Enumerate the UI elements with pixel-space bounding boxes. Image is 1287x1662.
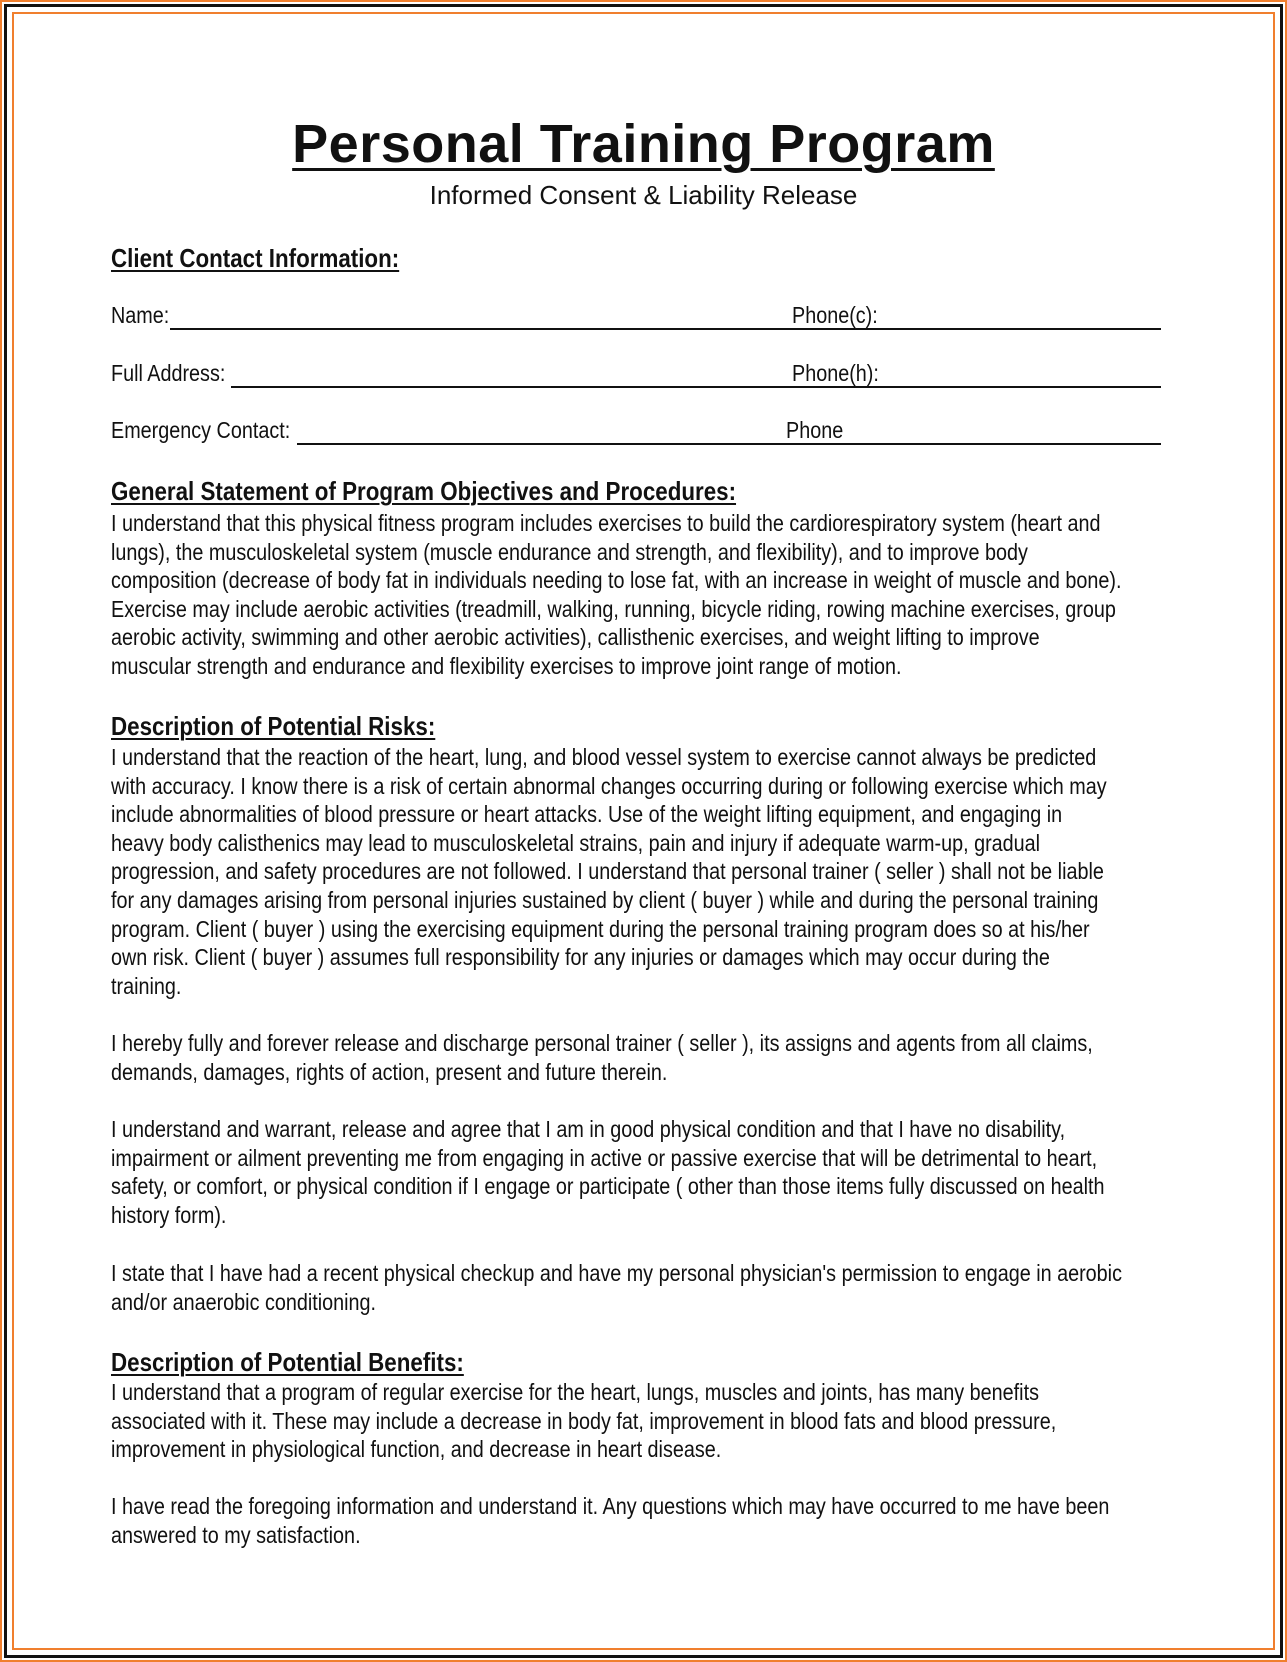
text-line: demands, damages, rights of action, present and future therein.: [111, 1058, 668, 1085]
phone-cell-label: Phone(c):: [792, 302, 878, 328]
benefits-heading: Description of Potential Benefits:: [111, 1347, 464, 1377]
document-title: Personal Training Program: [292, 114, 995, 174]
emergency-contact-label: Emergency Contact:: [111, 417, 291, 443]
text-line: include abnormalities of blood pressure or heart attacks. Use of the weight lifting equipment, and engaging in: [111, 801, 1063, 828]
text-line: associated with it. These may include a decrease in body fat, improvement in blood fats and blood pressure,: [111, 1407, 1057, 1434]
document-subtitle: Informed Consent & Liability Release: [429, 180, 858, 210]
name-field[interactable]: [170, 328, 1161, 330]
text-line: own risk. Client ( buyer ) assumes full responsibility for any injuries or damages which may occur during the: [111, 944, 1050, 971]
benefits-paragraph: [111, 1378, 1056, 1464]
objectives-heading: General Statement of Program Objectives and Procedures:: [111, 476, 737, 506]
text-line: I understand that a program of regular exercise for the heart, lungs, muscles and joints, has many benefits: [111, 1379, 1039, 1405]
text-line: training.: [111, 972, 182, 999]
risks-paragraph: [111, 1029, 1093, 1086]
text-line: progression, and safety procedures are not followed. I understand that personal trainer ( seller ) shall not be liable: [111, 858, 1104, 885]
contact-heading: Client Contact Information:: [111, 243, 400, 273]
address-field[interactable]: [231, 386, 1161, 388]
text-line: history form).: [111, 1201, 227, 1228]
text-line: I hereby fully and forever release and discharge personal trainer ( seller ), its assigns and agents from all claims,: [111, 1030, 1093, 1056]
address-label: Full Address:: [111, 360, 226, 386]
text-line: aerobic activity, swimming and other aerobic activities), callisthenic exercises, and weight lifting to improve: [111, 624, 1040, 651]
text-line: I understand that this physical fitness program includes exercises to build the cardiorespiratory system (heart and: [111, 510, 1101, 536]
emergency-phone-label: Phone: [786, 417, 844, 443]
text-line: answered to my satisfaction.: [111, 1521, 361, 1548]
risks-paragraph: [111, 1115, 1105, 1229]
text-line: muscular strength and endurance and flexibility exercises to improve joint range of motion.: [111, 652, 902, 679]
text-line: I understand that the reaction of the heart, lung, and blood vessel system to exercise cannot always be predicted: [111, 744, 1097, 770]
risks-paragraph: [111, 1259, 1122, 1316]
name-label: Name:: [111, 302, 170, 328]
text-line: I state that I have had a recent physical checkup and have my personal physician's permission to engage in aerobic: [111, 1260, 1122, 1286]
text-line: lungs), the musculoskeletal system (muscle endurance and strength, and flexibility), and to improve body: [111, 538, 1028, 565]
text-line: improvement in physiological function, and decrease in heart disease.: [111, 1436, 722, 1463]
text-line: I understand and warrant, release and agree that I am in good physical condition and that I have no disability,: [111, 1116, 1066, 1142]
risks-paragraph: [111, 743, 1107, 1000]
objectives-paragraph: [111, 509, 1121, 681]
text-line: with accuracy. I know there is a risk of certain abnormal changes occurring during or following exercise which may: [111, 772, 1107, 799]
text-line: and/or anaerobic conditioning.: [111, 1288, 377, 1315]
text-line: impairment or ailment preventing me from engaging in active or passive exercise that will be detrimental to heart,: [111, 1144, 1098, 1171]
text-line: safety, or comfort, or physical condition if I engage or participate ( other than those items fully discussed on health: [111, 1173, 1105, 1200]
text-line: heavy body calisthenics may lead to musculoskeletal strains, pain and injury if adequate warm-up, gradual: [111, 829, 1041, 856]
risks-heading: Description of Potential Risks:: [111, 711, 436, 741]
text-line: composition (decrease of body fat in individuals needing to lose fat, with an increase in weight of muscle and bone).: [111, 567, 1122, 594]
text-line: for any damages arising from personal injuries sustained by client ( buyer ) while and during the personal training: [111, 886, 1099, 913]
text-line: Exercise may include aerobic activities (treadmill, walking, running, bicycle riding, rowing machine exercises, group: [111, 595, 1116, 622]
emergency-contact-field[interactable]: [297, 443, 1161, 445]
phone-home-label: Phone(h):: [792, 360, 879, 386]
text-line: I have read the foregoing information and understand it. Any questions which may have occurred to me have been: [111, 1493, 1110, 1519]
text-line: program. Client ( buyer ) using the exercising equipment during the personal training program does so at his/her: [111, 915, 1090, 942]
benefits-paragraph: [111, 1492, 1109, 1549]
